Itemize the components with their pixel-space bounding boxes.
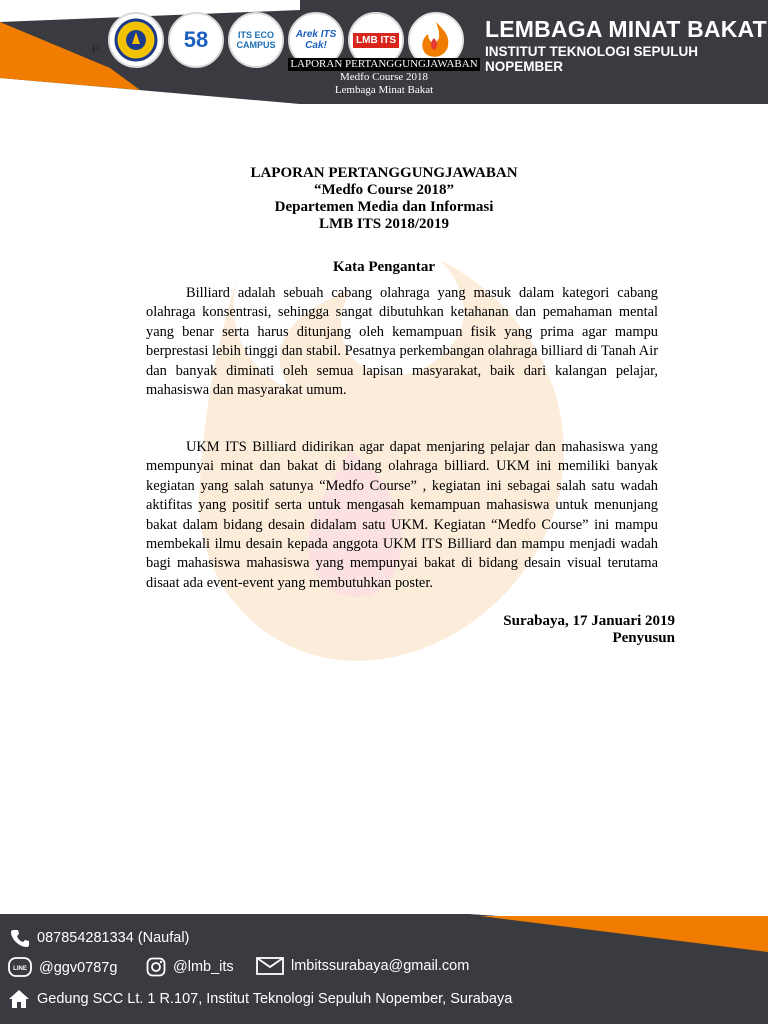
footer-line — [8, 957, 117, 979]
its-58-logo: 58 — [168, 12, 224, 68]
instagram-text: @lmb_its — [173, 959, 234, 975]
footer-address — [8, 989, 512, 1009]
line-id-text: @ggv0787g — [39, 960, 118, 976]
paragraph-2: UKM ITS Billiard didirikan agar dapat menjaring pelajar dan mahasiswa yang mempunyai minat dan bakat di bidang olahraga billiard. UKM ini memiliki banyak kegiatan yang salah satunya “Medfo Course” , kegiatan ini sebagai salah satu wadah aktifitas yang positif serta untuk mengasah kemampuan mahasiswa untuk menunjang bakat dalam bidang desain didalam satu UKM. Kegiatan “Medfo Course” ini mampu membekali ilmu desain kepada anggota UKM ITS Billiard dan mampu menjadi wadah bagi mahasiswa mahasiswa yang mempunyai bakat di bidang desain visual terutama disaat ada event-event yang membutuhkan poster. — [146, 439, 658, 591]
signature-block — [503, 613, 675, 647]
its-eco-campus-logo: ITS ECO CAMPUS — [228, 12, 284, 68]
header-course-line: Medfo Course 2018 — [340, 71, 428, 83]
paragraph-1: Billiard adalah sebuah cabang olahraga yang masuk dalam kategori cabang olahraga konsentrasi, sehingga sangat dibutuhkan ketahanan dan pemahaman mental yang benar serta harus ditunjang oleh kemampuan fisik yang prima agar mampu berprestasi lebih tinggi dan stabil. Pesatnya perkembangan olahraga billiard di Tanah Air dan banyak diminati oleh semua lapisan masyarakat, baik dari kalangan pelajar, mahasiswa dan masyarakat umum. — [146, 285, 658, 399]
instagram-icon — [146, 957, 166, 977]
home-icon — [8, 989, 30, 1009]
stray-character: P — [92, 44, 100, 56]
email-text: lmbitssurabaya@gmail.com — [291, 958, 470, 974]
lmb-its-logo: LMB ITS — [348, 12, 404, 68]
address-text: Gedung SCC Lt. 1 R.107, Institut Teknologi Sepuluh Nopember, Surabaya — [37, 991, 513, 1007]
signer-label: Penyusun — [612, 630, 675, 646]
place-date: Surabaya, 17 Januari 2019 — [503, 613, 675, 629]
line-icon — [8, 957, 32, 979]
section-title: Kata Pengantar — [332, 259, 436, 275]
document-title: LAPORAN PERTANGGUNGJAWABAN — [250, 165, 518, 181]
phone-text: 087854281334 (Naufal) — [37, 930, 190, 946]
document-department: Departemen Media dan Informasi — [274, 199, 494, 215]
organization-subtitle: INSTITUT TEKNOLOGI SEPULUH NOPEMBER — [485, 44, 699, 74]
footer-email — [256, 957, 469, 975]
arek-its-cak-logo: Arek ITS Cak! — [288, 12, 344, 68]
letterhead — [0, 0, 768, 110]
email-icon — [256, 957, 284, 975]
footer-phone — [10, 928, 189, 948]
header-org-line: Lembaga Minat Bakat — [334, 84, 434, 96]
footer-instagram — [146, 957, 234, 977]
document-event: “Medfo Course 2018” — [314, 182, 454, 198]
document-period: LMB ITS 2018/2019 — [318, 216, 450, 232]
organization-title: LEMBAGA MINAT BAKAT — [485, 16, 767, 42]
letter-footer — [0, 914, 768, 1024]
header-running-title — [0, 58, 768, 97]
phone-icon — [10, 928, 30, 948]
header-report-line: LAPORAN PERTANGGUNGJAWABAN — [290, 58, 478, 70]
svg-text:LINE: LINE — [13, 966, 27, 972]
document-title-block — [0, 165, 768, 233]
